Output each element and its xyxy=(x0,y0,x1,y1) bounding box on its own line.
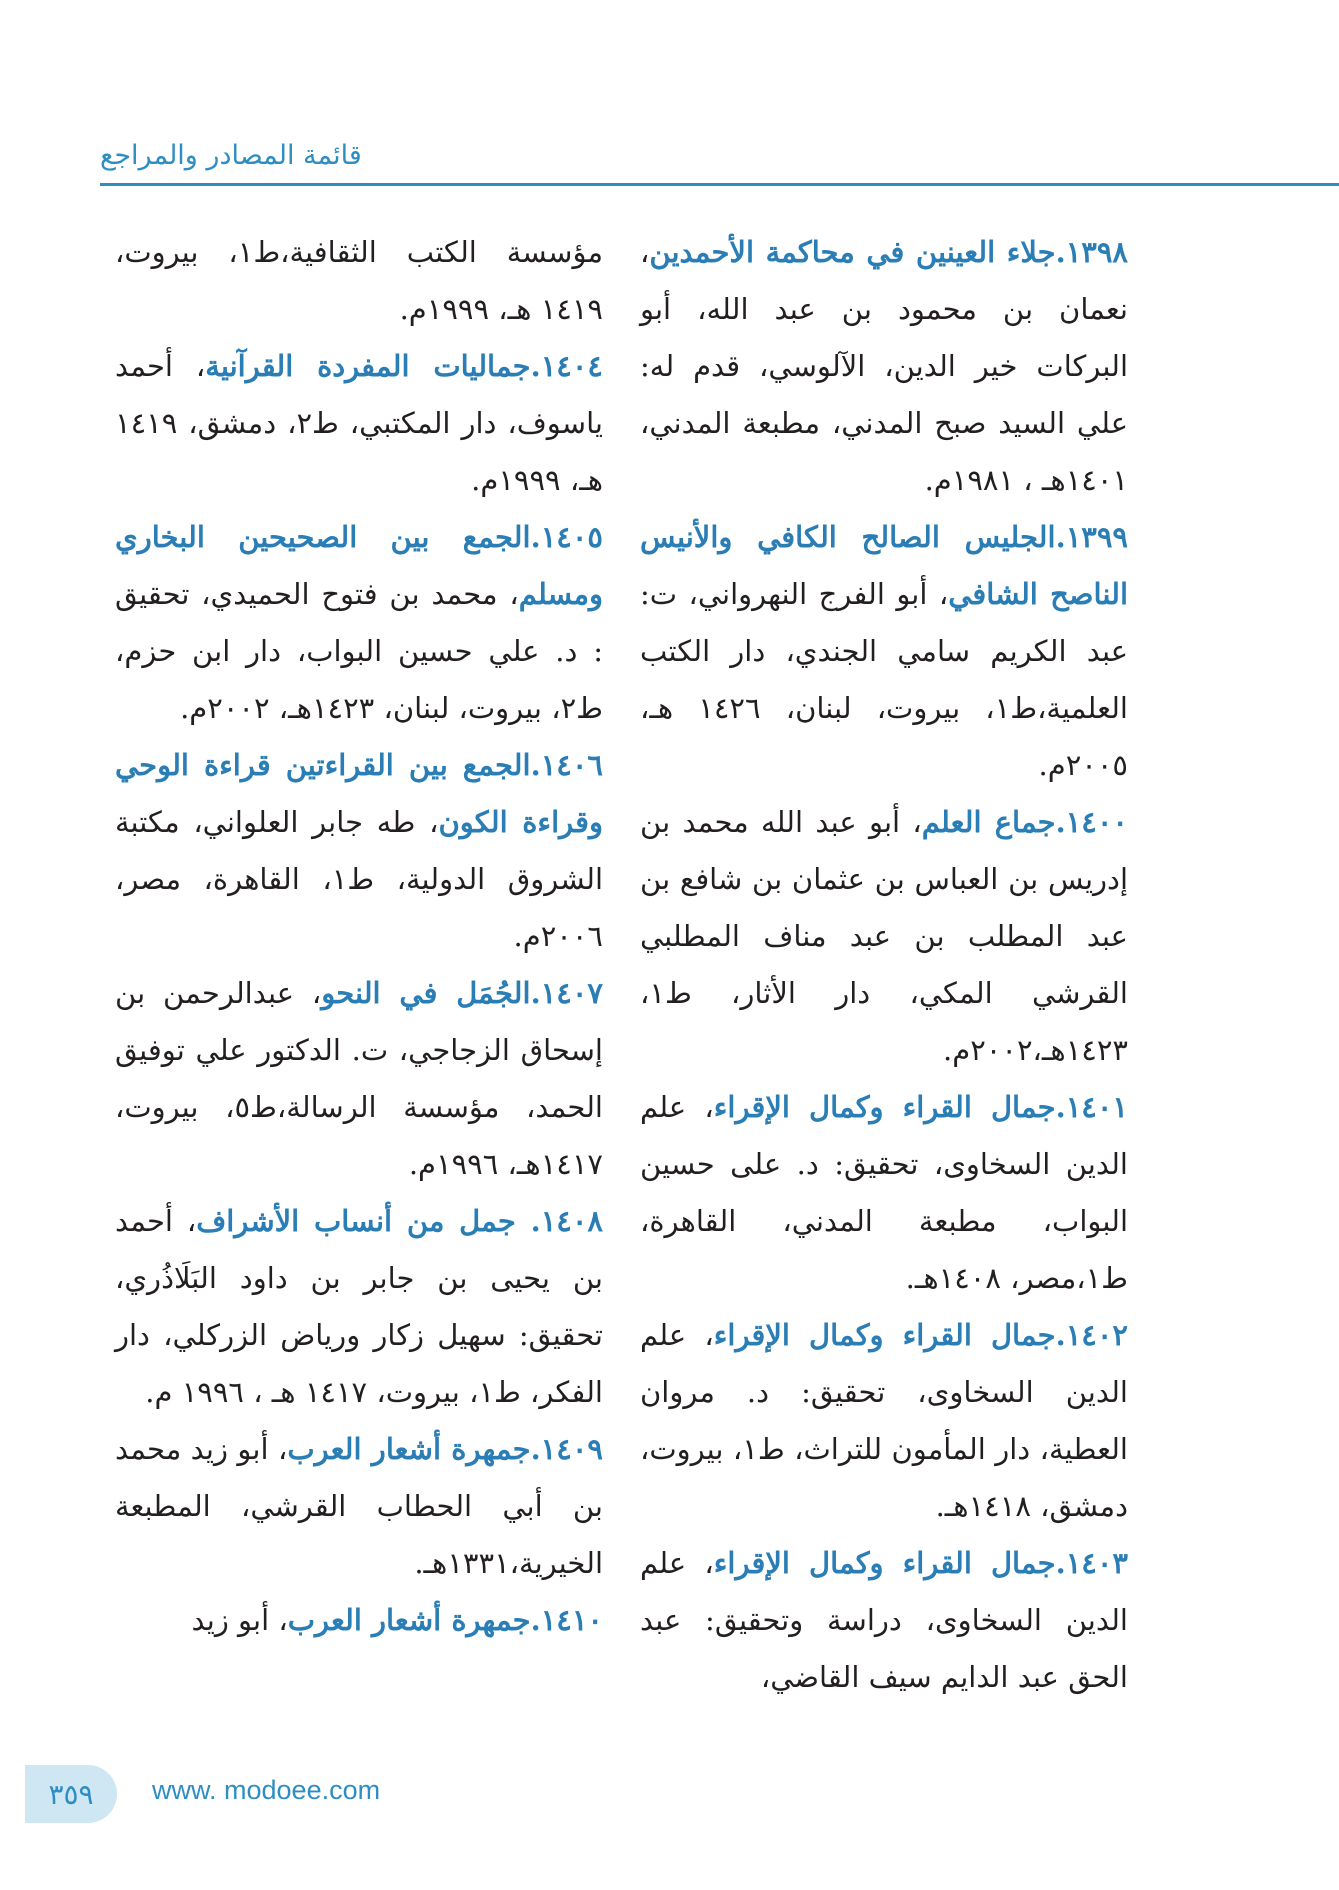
entry-details: ، علم الدين السخاوى، تحقيق: د. على حسين البواب، مطبعة المدني، القاهرة، ط١،مصر، ١٤٠٨هـ. xyxy=(640,1090,1128,1295)
reference-entry xyxy=(115,737,603,965)
entry-number: ١٤٠٣. xyxy=(1055,1546,1128,1580)
entry-title: جمال القراء وكمال الإقراء xyxy=(713,1090,1056,1124)
reference-entry xyxy=(640,1079,1128,1307)
entry-title: جمهرة أشعار العرب xyxy=(287,1432,531,1466)
entry-details: ، أحمد بن يحيى بن جابر بن داود البَلَاذُري، تحقيق: سهيل زكار ورياض الزركلي، دار الفكر، ط١، بيروت، ١٤١٧ هـ ، ١٩٩٦ م. xyxy=(115,1204,603,1409)
entry-details: مؤسسة الكتب الثقافية،ط١، بيروت، ١٤١٩ هـ، ١٩٩٩م. xyxy=(115,235,603,326)
entry-details: ، أبو الفرج النهرواني، ت: عبد الكريم سامي الجندي، دار الكتب العلمية،ط١، بيروت، لبنان، ١٤٢٦ هـ، ٢٠٠٥م. xyxy=(640,577,1128,782)
entry-details: ، محمد بن فتوح الحميدي، تحقيق : د. علي حسين البواب، دار ابن حزم، ط٢، بيروت، لبنان، ١٤٢٣هـ، ٢٠٠٢م. xyxy=(115,577,603,725)
entry-title: جماع العلم xyxy=(921,805,1056,839)
entry-title: جماليات المفردة القرآنية xyxy=(205,349,531,383)
entry-details: ، طه جابر العلواني، مكتبة الشروق الدولية، ط١، القاهرة، مصر، ٢٠٠٦م. xyxy=(115,805,603,953)
entry-number: ١٣٩٨. xyxy=(1055,235,1128,269)
reference-entry xyxy=(115,1421,603,1592)
entry-title: جلاء العينين في محاكمة الأحمدين xyxy=(649,235,1056,269)
entry-details: ، علم الدين السخاوى، دراسة وتحقيق: عبد الحق عبد الدايم سيف القاضي، xyxy=(640,1546,1128,1694)
entry-number: ١٤٠٨. xyxy=(530,1204,603,1238)
reference-entry xyxy=(640,509,1128,794)
reference-entry xyxy=(640,1535,1128,1706)
entry-details: ، أحمد ياسوف، دار المكتبي، ط٢، دمشق، ١٤١٩ هـ، ١٩٩٩م. xyxy=(115,349,603,497)
entry-details: ، أبو زيد xyxy=(191,1603,288,1637)
running-header-title: قائمة المصادر والمراجع xyxy=(100,140,362,171)
reference-entry xyxy=(115,509,603,737)
entry-number: ١٤٠٤. xyxy=(530,349,603,383)
entry-details: ، عبدالرحمن بن إسحاق الزجاجي، ت. الدكتور علي توفيق الحمد، مؤسسة الرسالة،ط٥، بيروت، ١٤١٧هـ، ١٩٩٦م. xyxy=(115,976,603,1181)
entry-title: الجُمَل في النحو xyxy=(321,976,531,1010)
reference-entry xyxy=(640,224,1128,509)
entry-number: ١٤٠٢. xyxy=(1055,1318,1128,1352)
page-header xyxy=(0,140,1339,190)
reference-entry xyxy=(115,338,603,509)
entry-number: ١٤٠٧. xyxy=(530,976,603,1010)
entry-title: جمال القراء وكمال الإقراء xyxy=(713,1318,1056,1352)
entry-number: ١٤٠٩. xyxy=(530,1432,603,1466)
right-column xyxy=(640,224,1128,1706)
entry-details: ، أبو عبد الله محمد بن إدريس بن العباس بن عثمان بن شافع بن عبد المطلب بن عبد مناف المطلبي القرشي المكي، دار الأثار، ط١، ١٤٢٣هـ،٢٠٠٢م. xyxy=(640,805,1128,1067)
entry-number: ١٤٠١. xyxy=(1055,1090,1128,1124)
entry-details: ، علم الدين السخاوى، تحقيق: د. مروان العطية، دار المأمون للتراث، ط١، بيروت، دمشق، ١٤١٨هـ. xyxy=(640,1318,1128,1523)
page-number: ٣٥٩ xyxy=(48,1777,94,1811)
website-url: www. modoee.com xyxy=(152,1775,381,1805)
entry-title: جمهرة أشعار العرب xyxy=(287,1603,531,1637)
entry-title: الجليس الصالح الكافي والأنيس الناصح الشافي xyxy=(640,520,1129,611)
reference-entry xyxy=(115,224,603,338)
page-number-badge xyxy=(25,1765,117,1823)
reference-entry xyxy=(640,1307,1128,1535)
entry-number: ١٤٠٦. xyxy=(530,748,603,782)
entry-number: ١٤٠٥. xyxy=(530,520,603,554)
entry-details: ، نعمان بن محمود بن عبد الله، أبو البركات خير الدين، الآلوسي، قدم له: علي السيد صبح المدني، مطبعة المدني، ١٤٠١هـ ، ١٩٨١م. xyxy=(640,235,1128,497)
entry-title: الجمع بين القراءتين قراءة الوحي وقراءة الكون xyxy=(115,748,603,839)
entry-title: الجمع بين الصحيحين البخاري ومسلم xyxy=(115,520,603,611)
header-rule xyxy=(100,183,1339,186)
reference-entry xyxy=(640,794,1128,1079)
entry-number: ١٤١٠. xyxy=(530,1603,603,1637)
entry-title: جمال القراء وكمال الإقراء xyxy=(713,1546,1056,1580)
reference-entry xyxy=(115,965,603,1193)
entry-number: ١٤٠٠. xyxy=(1055,805,1128,839)
entry-title: جمل من أنساب الأشراف xyxy=(196,1204,531,1238)
entry-number: ١٣٩٩. xyxy=(1055,520,1128,554)
left-column xyxy=(115,224,603,1649)
reference-entry xyxy=(115,1193,603,1421)
reference-entry xyxy=(115,1592,603,1649)
entry-details: ، أبو زيد محمد بن أبي الحطاب القرشي، المطبعة الخيرية،١٣٣١هـ. xyxy=(115,1432,603,1580)
